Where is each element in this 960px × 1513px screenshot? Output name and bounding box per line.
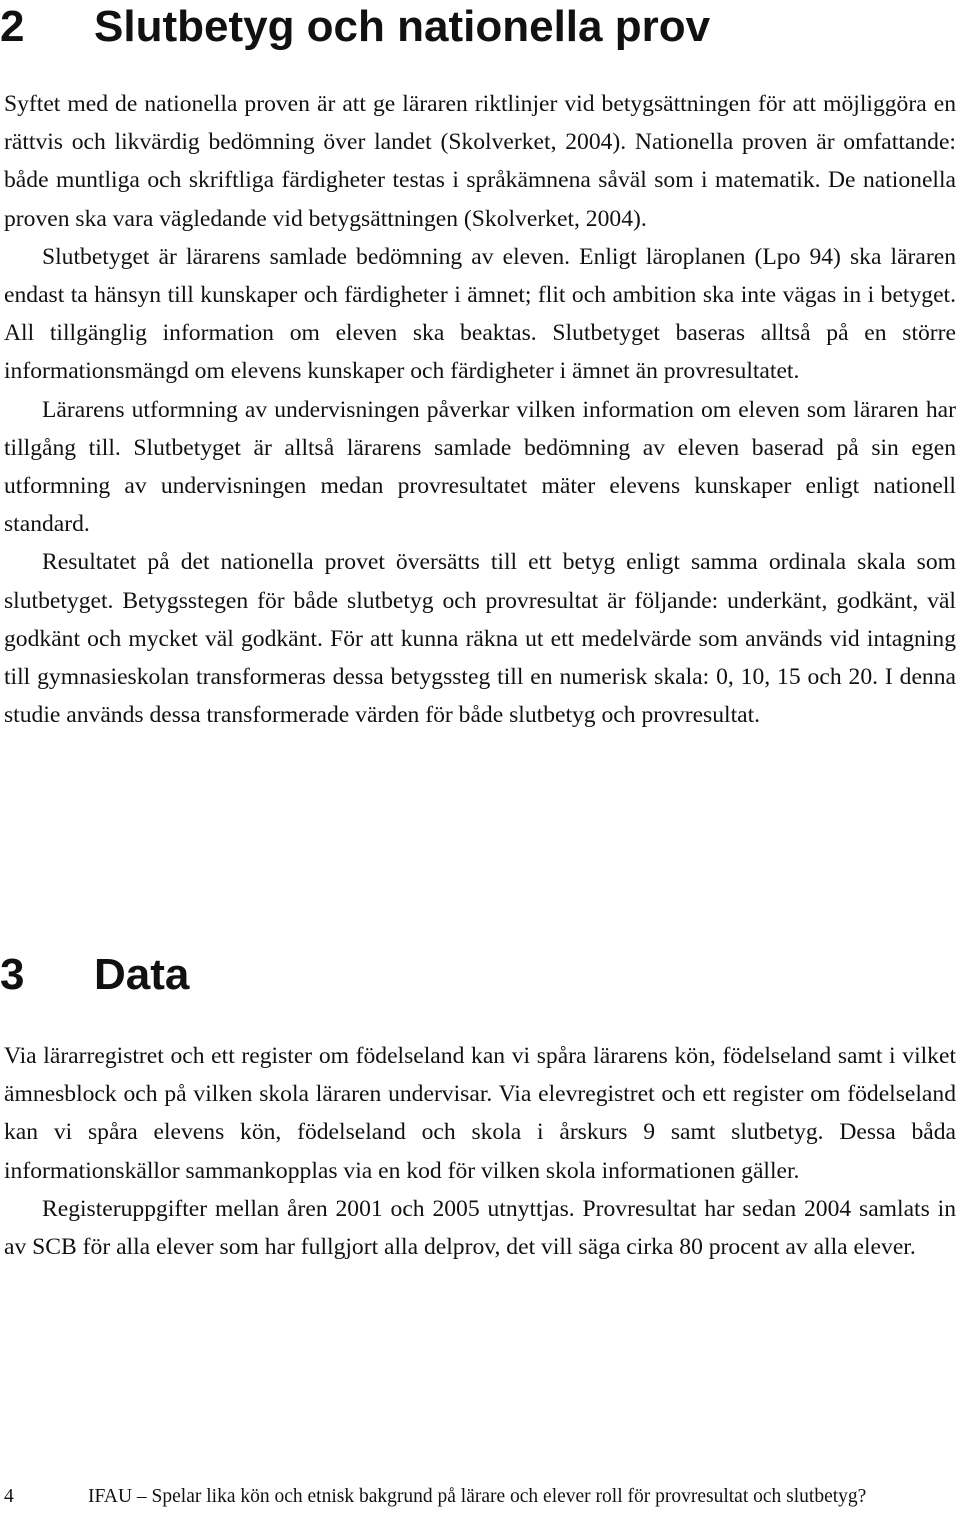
section-title: Slutbetyg och nationella prov	[94, 2, 711, 51]
section-title: Data	[94, 950, 190, 999]
section-body	[4, 85, 956, 734]
section-heading	[0, 2, 710, 52]
paragraph: Resultatet på det nationella provet översätts till ett betyg enligt samma ordinala skala som slutbetyget. Betygsstegen för både slutbetyg och provresultat är följande: underkänt, godkänt, väl godkänt och mycket väl godkänt. För att kunna räkna ut ett medelvärde som används vid intagning till gymnasieskolan transformeras dessa betygssteg till en numerisk skala: 0, 10, 15 och 20. I denna studie används dessa transformerade värden för både slutbetyg och provresultat.	[4, 549, 956, 729]
paragraph: Slutbetyget är lärarens samlade bedömning av eleven. Enligt läroplanen (Lpo 94) ska läraren endast ta hänsyn till kunskaper och färdigheter i ämnet; flit och ambition ska inte vägas in i betyget. All tillgänglig information om eleven ska beaktas. Slutbetyget baseras alltså på en större informationsmängd om elevens kunskaper och färdigheter i ämnet än provresultatet.	[4, 243, 956, 385]
section-heading	[0, 950, 189, 1000]
section-number: 3	[0, 950, 25, 999]
page-number: 4	[4, 1486, 14, 1507]
paragraph: Registeruppgifter mellan åren 2001 och 2005 utnyttjas. Provresultat har sedan 2004 samlats in av SCB för alla elever som har fullgjort alla delprov, det vill säga cirka 80 procent av alla elever.	[4, 1195, 956, 1261]
paragraph: Via lärarregistret och ett register om födelseland kan vi spåra lärarens kön, födelseland samt i vilket ämnesblock och på vilken skola läraren undervisar. Via elevregistret och ett register om födelseland kan vi spåra elevens kön, födelseland och skola i årskurs 9 samt slutbetyg. Dessa båda informationskällor sammankopplas via en kod för vilken skola informationen gäller.	[4, 1043, 956, 1184]
paragraph: Lärarens utformning av undervisningen påverkar vilken information om eleven som läraren har tillgång till. Slutbetyget är alltså lärarens samlade bedömning av eleven baserad på sin egen utformning av undervisningen medan provresultatet mäter elevens kunskaper enligt nationell standard.	[4, 396, 956, 538]
paragraph: Syftet med de nationella proven är att ge läraren riktlinjer vid betygsättningen för att möjliggöra en rättvis och likvärdig bedömning över landet (Skolverket, 2004). Nationella proven är omfattande: både muntliga och skriftliga färdigheter testas i språkämnena såväl som i matematik. De nationella proven ska vara vägledande vid betygsättningen (Skolverket, 2004).	[4, 91, 956, 232]
page-footer	[4, 1485, 958, 1509]
running-title: IFAU – Spelar lika kön och etnisk bakgrund på lärare och elever roll för provresultat och slutbetyg?	[88, 1486, 867, 1507]
section-body	[4, 1037, 956, 1266]
section-number: 2	[0, 2, 25, 51]
